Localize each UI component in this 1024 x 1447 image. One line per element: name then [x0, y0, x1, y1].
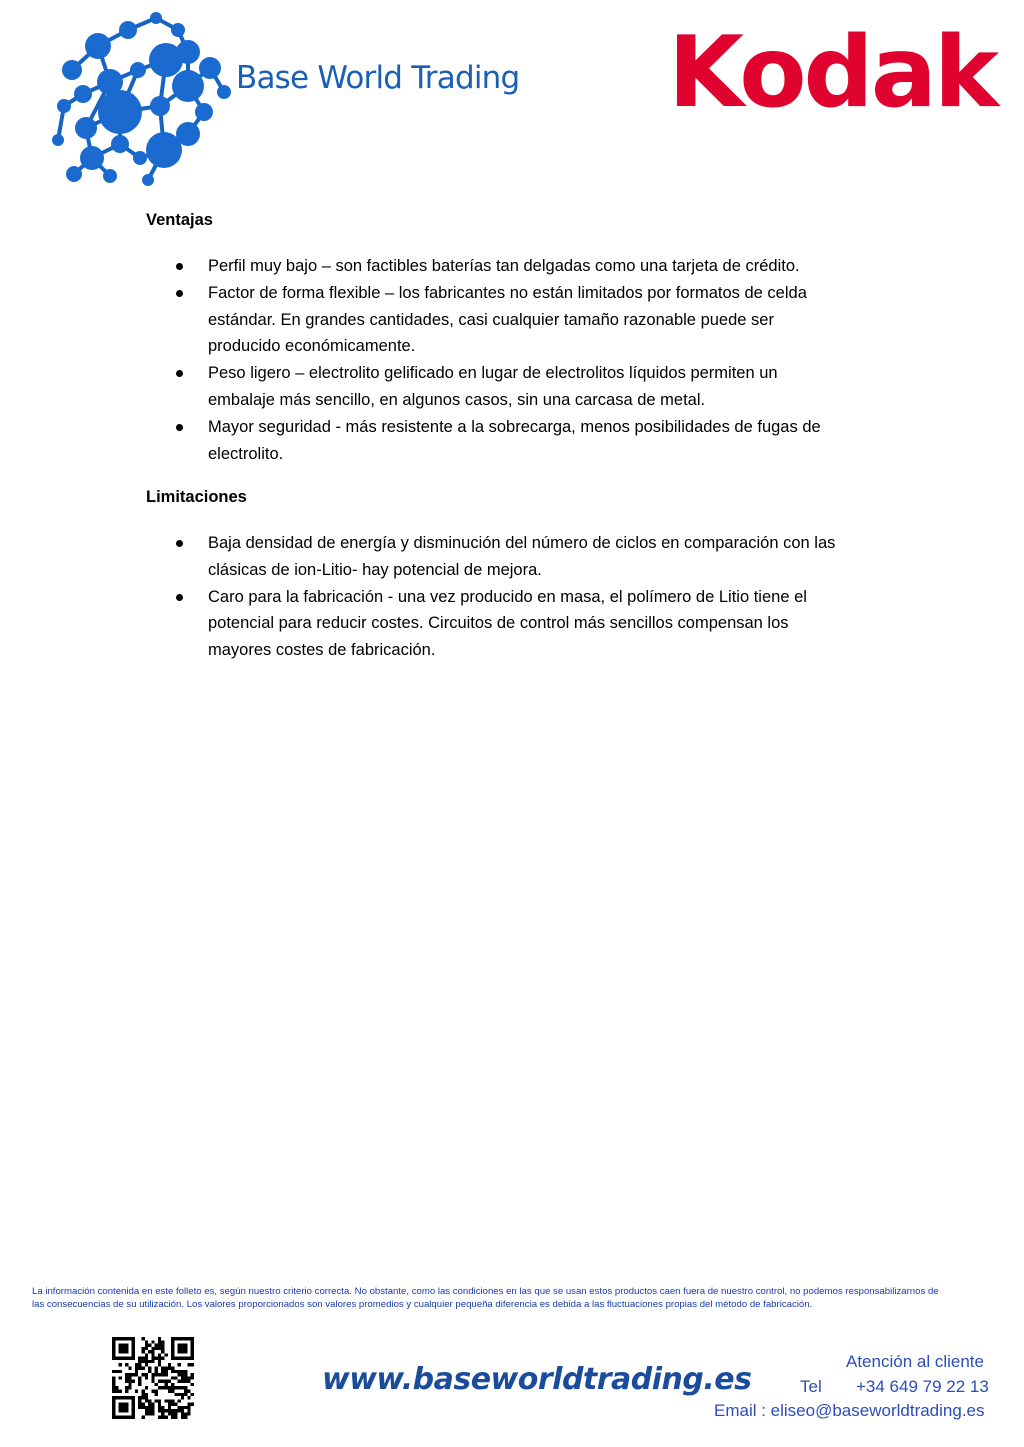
list-item-line: Perfil muy bajo – son factibles baterías tan delgadas como una tarjeta de crédito. — [208, 257, 800, 275]
list-item-line: estándar. En grandes cantidades, casi cualquier tamaño razonable puede ser — [208, 310, 774, 329]
list-item-line: potencial para reducir costes. Circuitos de control más sencillos compensan los — [208, 614, 789, 633]
bullet-icon — [176, 540, 183, 547]
customer-service-label: Atención al cliente — [846, 1352, 984, 1371]
list-item-line: mayores costes de fabricación. — [208, 641, 436, 660]
list-item-line: Caro para la fabricación - una vez producido en masa, el polímero de Litio tiene el — [208, 587, 807, 606]
website-link[interactable]: www.baseworldtrading.es — [322, 1362, 752, 1397]
kodak-logo: Kodak — [668, 16, 996, 130]
qr-code-icon — [112, 1337, 194, 1419]
advantages-list — [176, 253, 876, 467]
list-item-line: Factor de forma flexible – los fabricantes no están limitados por formatos de celda — [208, 283, 807, 302]
list-item — [176, 253, 876, 280]
disclaimer-line: las consecuencias de su utilización. Los valores proporcionados son valores promedios y cualquier pequeña diferencia es debida a las fluctuaciones propias del método de fabricación. — [32, 1299, 813, 1310]
bullet-icon — [176, 424, 183, 431]
section-heading-advantages: Ventajas — [146, 211, 213, 229]
email-address[interactable]: Email : eliseo@baseworldtrading.es — [714, 1401, 985, 1420]
bullet-icon — [176, 370, 183, 377]
list-item-line: Mayor seguridad - más resistente a la sobrecarga, menos posibilidades de fugas de — [208, 417, 821, 436]
bullet-icon — [176, 263, 183, 270]
phone-number[interactable]: +34 649 79 22 13 — [856, 1377, 989, 1396]
company-name: Base World Trading — [236, 60, 520, 96]
limitations-list — [176, 530, 876, 664]
company-logo-icon — [28, 8, 238, 188]
disclaimer — [32, 1285, 1022, 1311]
bullet-icon — [176, 594, 183, 601]
list-item — [176, 360, 876, 414]
list-item-line: Peso ligero – electrolito gelificado en lugar de electrolitos líquidos permiten un — [208, 364, 778, 383]
list-item — [176, 530, 876, 584]
bullet-icon — [176, 290, 183, 297]
list-item — [176, 280, 876, 360]
list-item-line: producido económicamente. — [208, 337, 416, 356]
tel-label: Tel — [800, 1377, 822, 1396]
list-item-line: Baja densidad de energía y disminución del número de ciclos en comparación con las — [208, 534, 836, 552]
list-item-line: embalaje más sencillo, en algunos casos, sin una carcasa de metal. — [208, 390, 706, 409]
list-item — [176, 584, 876, 664]
list-item-line: clásicas de ion-Litio- hay potencial de mejora. — [208, 560, 542, 579]
list-item — [176, 414, 876, 468]
list-item-line: electrolito. — [208, 444, 284, 463]
disclaimer-line: La información contenida en este folleto es, según nuestro criterio correcta. No obstante, como las condiciones en las que se usan estos productos caen fuera de nuestro control, no podemos responsabilizarnos de — [32, 1286, 939, 1297]
section-heading-limitations: Limitaciones — [146, 488, 247, 506]
